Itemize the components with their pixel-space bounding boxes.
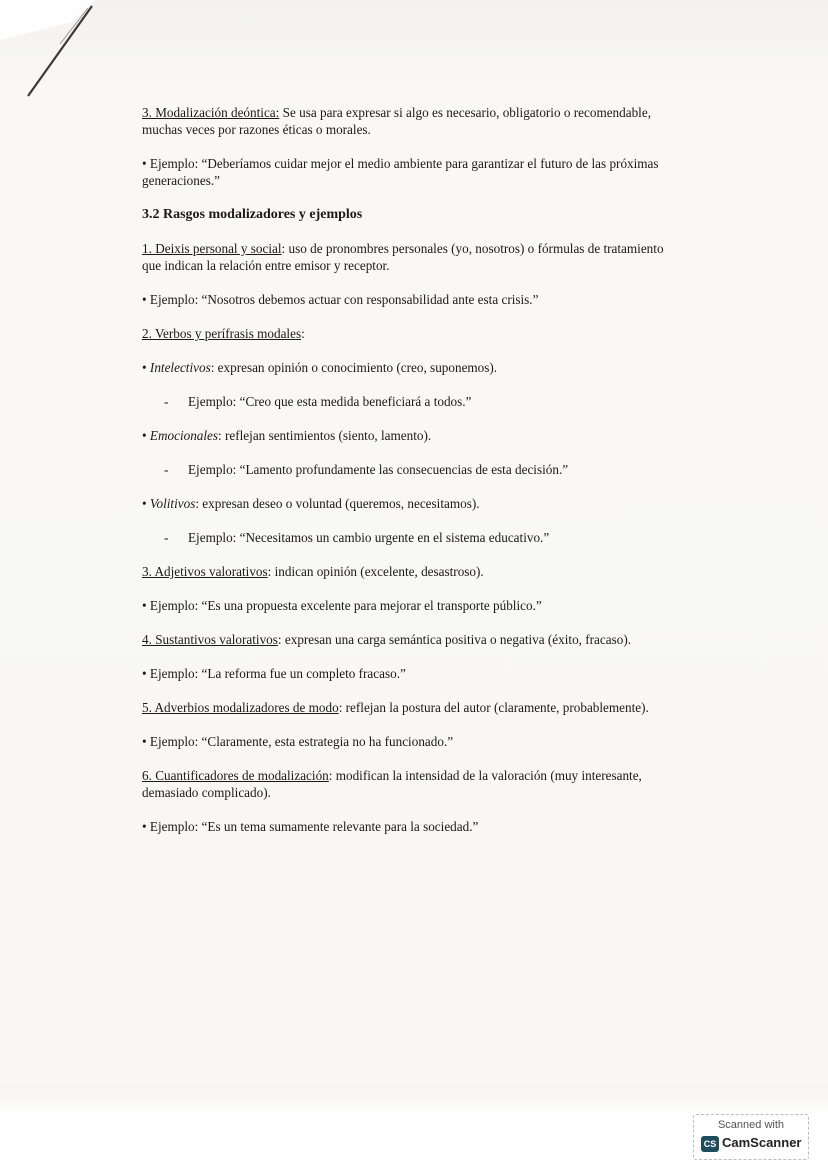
folded-corner-mark xyxy=(0,0,120,110)
paragraph-modalizacion-deontica xyxy=(142,104,672,138)
dash-mark: - xyxy=(164,530,169,545)
camscanner-watermark xyxy=(693,1114,809,1160)
dash-mark: - xyxy=(164,462,169,477)
example-intelectivos xyxy=(164,393,672,410)
section-text: Se usa para expresar si algo es necesario, obligatorio o recomendable, muchas veces por razones éticas o morales. xyxy=(142,105,651,137)
bullet-mark: • xyxy=(142,428,150,443)
camscanner-logo-icon: CS xyxy=(701,1136,719,1152)
section-label: 3. Modalización deóntica: xyxy=(142,105,280,120)
item-label: 4. Sustantivos valorativos xyxy=(142,632,278,647)
item-label: 6. Cuantificadores de modalización xyxy=(142,768,329,783)
example-sustantivos: • Ejemplo: “La reforma fue un completo fracaso.” xyxy=(142,666,406,681)
item-label: 2. Verbos y perífrasis modales xyxy=(142,326,302,341)
bullet-volitivos xyxy=(142,495,672,512)
example-deixis: • Ejemplo: “Nosotros debemos actuar con responsabilidad ante esta crisis.” xyxy=(142,292,539,307)
paragraph-sustantivos xyxy=(142,631,672,648)
item-text: : expresan una carga semántica positiva o negativa (éxito, fracaso). xyxy=(277,632,632,647)
item-text: : reflejan la postura del autor (claramente, probablemente). xyxy=(338,700,649,715)
item-text: : indican opinión (excelente, desastroso). xyxy=(267,564,484,579)
example-emocionales xyxy=(164,461,672,478)
example-text: Ejemplo: “Lamento profundamente las consecuencias de esta decisión.” xyxy=(188,462,569,477)
example-volitivos xyxy=(164,529,672,546)
bullet-text: : expresan opinión o conocimiento (creo, suponemos). xyxy=(210,360,498,375)
example-adjetivos: • Ejemplo: “Es una propuesta excelente para mejorar el transporte público.” xyxy=(142,598,542,613)
example-deontica: • Ejemplo: “Deberíamos cuidar mejor el medio ambiente para garantizar el futuro de las próximas generaciones.” xyxy=(142,156,659,188)
bullet-emocionales xyxy=(142,427,672,444)
item-label: 5. Adverbios modalizadores de modo xyxy=(142,700,339,715)
item-text: : xyxy=(301,326,305,341)
example-text: Ejemplo: “Creo que esta medida beneficiará a todos.” xyxy=(188,394,472,409)
bullet-mark: • xyxy=(142,496,150,511)
bullet-intelectivos xyxy=(142,359,672,376)
dash-mark: - xyxy=(164,394,169,409)
paragraph-deixis xyxy=(142,240,672,274)
bullet-term: Emocionales xyxy=(149,428,219,443)
scanned-with-text: Scanned with xyxy=(717,1119,785,1131)
example-adverbios: • Ejemplo: “Claramente, esta estrategia no ha funcionado.” xyxy=(142,734,454,749)
paragraph-adverbios xyxy=(142,699,672,716)
section-heading: 3.2 Rasgos modalizadores y ejemplos xyxy=(142,207,363,222)
example-cuantificadores: • Ejemplo: “Es un tema sumamente relevante para la sociedad.” xyxy=(142,819,479,834)
paragraph-adjetivos xyxy=(142,563,672,580)
paragraph-cuantificadores xyxy=(142,767,672,801)
item-text: : modifican la intensidad de la valoración (muy interesante, demasiado complicado). xyxy=(142,768,642,800)
bullet-text: : reflejan sentimientos (siento, lamento). xyxy=(218,428,432,443)
item-text: : uso de pronombres personales (yo, nosotros) o fórmulas de tratamiento que indican la relación entre emisor y receptor. xyxy=(142,241,664,273)
camscanner-name: CamScanner xyxy=(722,1135,802,1150)
bullet-term: Intelectivos xyxy=(149,360,211,375)
document-body xyxy=(142,104,672,852)
paragraph-verbos xyxy=(142,325,672,342)
bullet-text: : expresan deseo o voluntad (queremos, necesitamos). xyxy=(195,496,480,511)
bullet-mark: • xyxy=(142,360,150,375)
bullet-term: Volitivos xyxy=(149,496,196,511)
example-text: Ejemplo: “Necesitamos un cambio urgente en el sistema educativo.” xyxy=(188,530,550,545)
item-label: 3. Adjetivos valorativos xyxy=(142,564,268,579)
item-label: 1. Deixis personal y social xyxy=(142,241,282,256)
